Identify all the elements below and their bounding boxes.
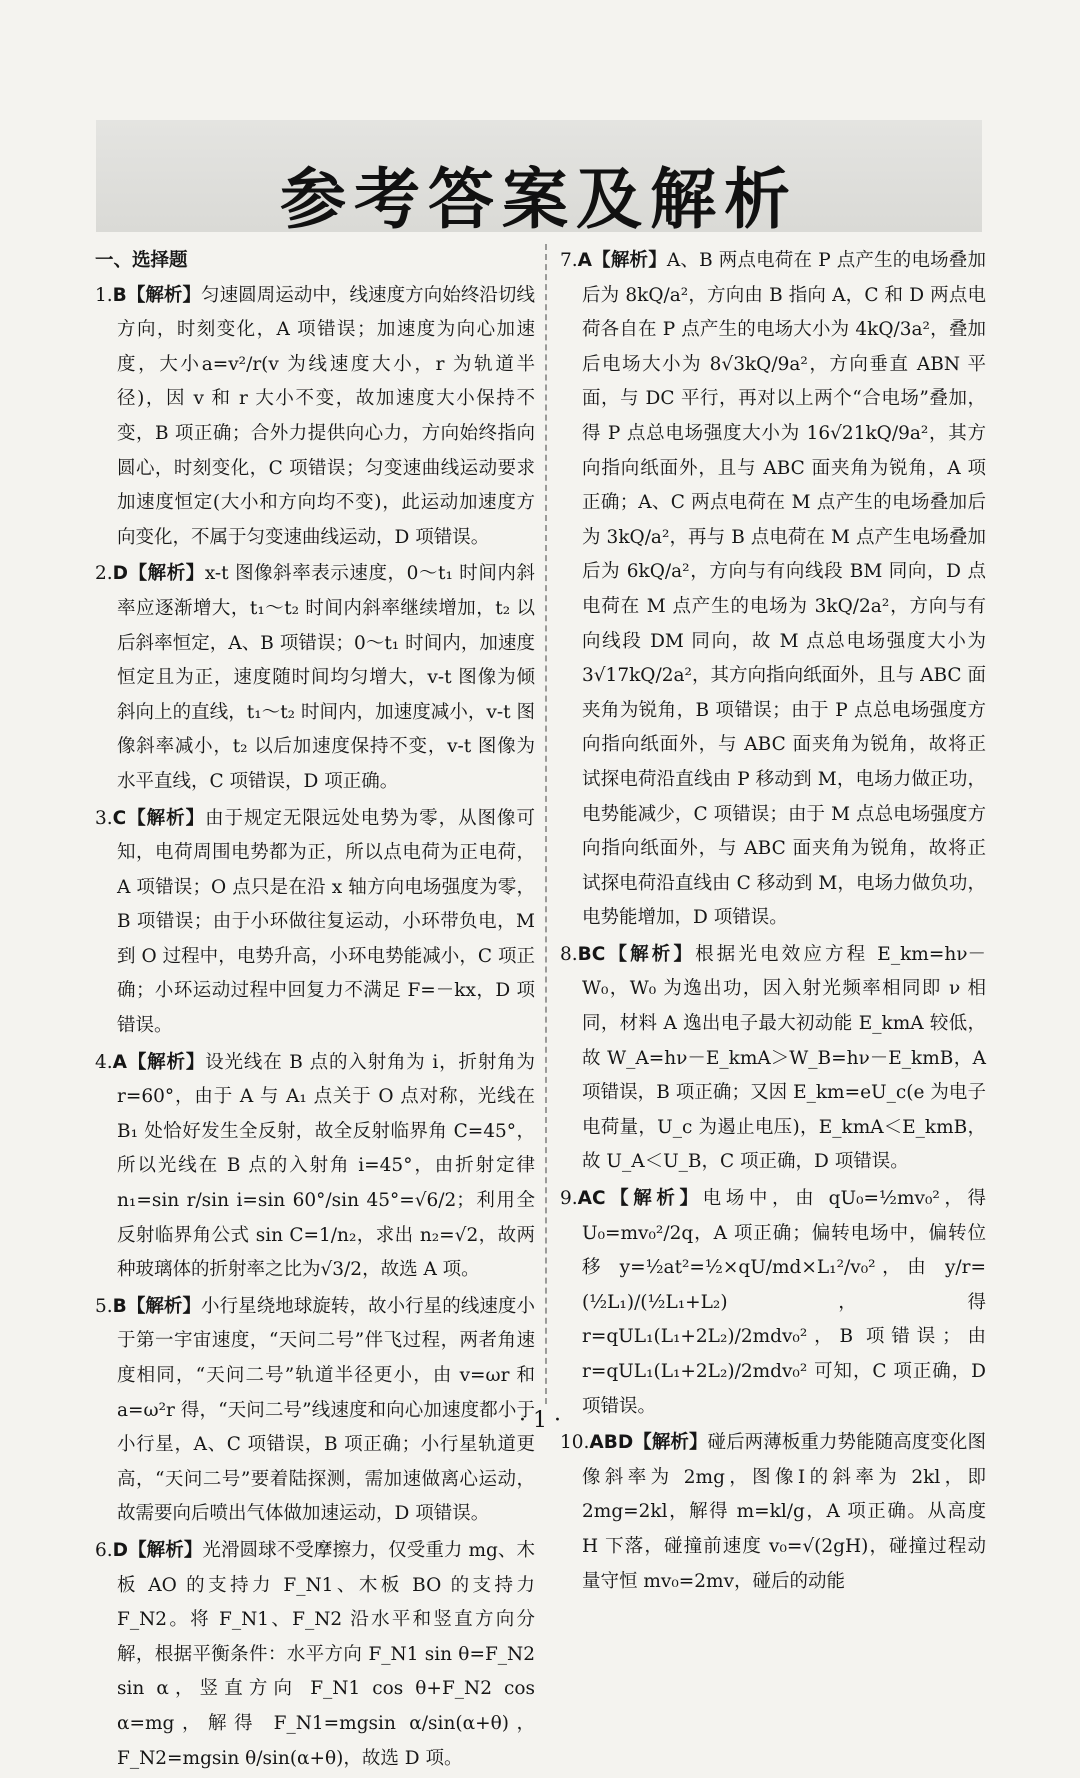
analysis-text: 匀速圆周运动中，线速度方向始终沿切线方向，时刻变化，A 项错误；加速度为向心加速度，大小a=v²/r(v 为线速度大小，r 为轨道半径)，因 v 和 r 大小不变，故加速度大小保持不变，B 项正确；合外力提供向心力，方向始终指向圆心，时刻变化，C 项错误；匀变速曲线运动要求加速度恒定(大小和方向均不变)，此运动加速度方向变化，不属于匀变速曲线运动，D 项错误。 (117, 284, 535, 548)
section-title: 一、选择题 (95, 250, 188, 271)
analysis-tag: 【解析】 (126, 284, 202, 306)
analysis-text: 电场中，由 qU₀=½mv₀²，得 U₀=mv₀²/2q，A 项正确；偏转电场中，偏转位移 y=½at²=½×qU/md×L₁²/v₀²，由 y/r=(½L₁)/(½L₁+L₂)，得 r=qUL₁(L₁+2L₂)/2mdv₀²，B 项错误；由 r=qUL₁(L₁+2L₂)/2mdv₀² 可知，C 项正确，D 项错误。 (582, 1188, 986, 1417)
title-banner (96, 120, 982, 238)
answer-choice: C (112, 807, 127, 829)
analysis-tag: 【解析】 (128, 1539, 203, 1561)
item-number: 4. (95, 1051, 113, 1073)
analysis-tag: 【解析】 (126, 807, 206, 829)
answer-choice: D (112, 1539, 129, 1561)
answer-item (95, 1046, 535, 1288)
answer-item (95, 1534, 535, 1776)
answer-item (95, 279, 535, 556)
answer-choice: ABD (589, 1432, 634, 1454)
analysis-tag: 【解析】 (591, 250, 667, 271)
left-answer-list (95, 279, 535, 1777)
item-number: 10. (560, 1432, 590, 1454)
answer-choice: B (112, 284, 127, 306)
answer-item (95, 557, 535, 799)
answer-choice: B (112, 1295, 127, 1317)
analysis-tag: 【解析】 (126, 1295, 202, 1317)
analysis-tag: 【解析】 (633, 1432, 708, 1454)
analysis-text: 碰后两薄板重力势能随高度变化图像斜率为 2mg，图像Ⅰ的斜率为 2kl，即 2mg=2kl，解得 m=kl/g，A 项正确。从高度 H 下落，碰撞前速度 v₀=√(2gH)，碰撞过程动量守恒 mv₀=2mv，碰后的动能 (582, 1432, 986, 1592)
analysis-text: 由于规定无限远处电势为零，从图像可知，电荷周围电势都为正，所以点电荷为正电荷，A 项错误；O 点只是在沿 x 轴方向电场强度为零，B 项错误；由于小环做往复运动，小环带负电，M 到 O 过程中，电势升高，小环电势能减小，C 项正确；小环运动过程中回复力不满足 F=－kx，D 项错误。 (117, 807, 535, 1037)
item-number: 8. (560, 943, 578, 965)
answer-choice: BC (577, 943, 606, 965)
page-number: · 1 · (519, 1408, 561, 1433)
item-number: 6. (95, 1539, 113, 1561)
answer-choice: A (112, 1051, 127, 1073)
item-number: 3. (95, 807, 113, 829)
answer-choice: AC (577, 1188, 606, 1210)
item-number: 1. (95, 284, 113, 306)
right-answer-list (560, 244, 986, 1599)
item-number: 5. (95, 1295, 113, 1317)
left-column (95, 244, 535, 1778)
item-number: 2. (95, 563, 113, 585)
analysis-text: 小行星绕地球旋转，故小行星的线速度小于第一宇宙速度，“天问二号”伴飞过程，两者角速度相同，“天问二号”轨道半径更小，由 v=ωr 和 a=ω²r 得，“天问二号”线速度和向心加速度都小于小行星，A、C 项错误，B 项正确；小行星轨道更高，“天问二号”要着陆探测，需加速做离心运动，故需要向后喷出气体做加速运动，D 项错误。 (117, 1295, 535, 1525)
analysis-tag: 【解析】 (128, 563, 205, 585)
item-number: 9. (560, 1188, 578, 1210)
analysis-text: x-t 图像斜率表示速度，0～t₁ 时间内斜率应逐渐增大，t₁～t₂ 时间内斜率继续增加，t₂ 以后斜率恒定，A、B 项错误；0～t₁ 时间内，加速度恒定且为正，速度随时间均匀增大，v-t 图像为倾斜向上的直线，t₁～t₂ 时间内，加速度减小，v-t 图像斜率减小，t₂ 以后加速度保持不变，v-t 图像为水平直线，C 项错误，D 项正确。 (117, 563, 535, 792)
analysis-tag: 【解析】 (605, 943, 696, 965)
answer-item (95, 802, 535, 1044)
column-divider (545, 244, 547, 1404)
answer-choice: D (112, 563, 129, 585)
analysis-tag: 【解析】 (126, 1051, 206, 1073)
answer-item (560, 244, 986, 936)
analysis-text: A、B 两点电荷在 P 点产生的电场叠加后为 8kQ/a²，方向由 B 指向 A，C 和 D 两点电荷各自在 P 点产生的电场大小为 4kQ/3a²，叠加后电场大小为 8√3kQ/9a²，方向垂直 ABN 平面，与 DC 平行，再对以上两个“合电场”叠加，得 P 点总电场强度大小为 16√21kQ/9a²，其方向指向纸面外，且与 ABC 面夹角为锐角，A 项正确；A、C 两点电荷在 M 点产生的电场叠加后为 3kQ/a²，再与 B 点电荷在 M 点产生电场叠加后为 6kQ/a²，方向与有向线段 BM 同向，D 点电荷在 M 点产生的电场为 3kQ/2a²，方向与有向线段 DM 同向，故 M 点总电场强度大小为 3√17kQ/2a²，其方向指向纸面外，且与 ABC 面夹角为锐角，B 项错误；由于 P 点总电场强度方向指向纸面外，与 ABC 面夹角为锐角，故将正试探电荷沿直线由 P 移动到 M，电场力做正功，电势能减少，C 项错误；由于 M 点总电场强度方向指向纸面外，与 ABC 面夹角为锐角，故将正试探电荷沿直线由 C 移动到 M，电场力做负功，电势能增加，D 项错误。 (582, 250, 986, 929)
answer-choice: A (577, 250, 592, 271)
answer-item (560, 1182, 986, 1424)
analysis-tag: 【解析】 (605, 1188, 703, 1210)
answer-item (560, 938, 986, 1180)
right-column (560, 244, 986, 1601)
answer-item (560, 1426, 986, 1599)
page-title: 参考答案及解析 (280, 161, 798, 238)
analysis-text: 设光线在 B 点的入射角为 i，折射角为 r=60°，由于 A 与 A₁ 点关于 O 点对称，光线在 B₁ 处恰好发生全反射，故全反射临界角 C=45°，所以光线在 B 点的入射角 i=45°，由折射定律 n₁=sin r/sin i=sin 60°/sin 45°=√6/2；利用全反射临界角公式 sin C=1/n₂，求出 n₂=√2，故两种玻璃体的折射率之比为√3/2，故选 A 项。 (117, 1051, 535, 1281)
analysis-text: 根据光电效应方程 E_km=hν－W₀，W₀ 为逸出功，因入射光频率相同即 ν 相同，材料 A 逸出电子最大初动能 E_kmA 较低，故 W_A=hν－E_kmA＞W_B=hν－E_kmB，A 项错误，B 项正确；又因 E_km=eU_c(e 为电子电荷量，U_c 为遏止电压)，E_kmA＜E_kmB，故 U_A＜U_B，C 项正确，D 项错误。 (582, 943, 986, 1173)
analysis-text: 光滑圆球不受摩擦力，仅受重力 mg、木板 AO 的支持力 F_N1、木板 BO 的支持力 F_N2。将 F_N1、F_N2 沿水平和竖直方向分解，根据平衡条件：水平方向 F_N1 sin θ=F_N2 sin α，竖直方向 F_N1 cos θ+F_N2 cos α=mg，解得 F_N1=mgsin α/sin(α+θ)，F_N2=mgsin θ/sin(α+θ)，故选 D 项。 (117, 1539, 535, 1769)
item-number: 7. (560, 250, 578, 271)
